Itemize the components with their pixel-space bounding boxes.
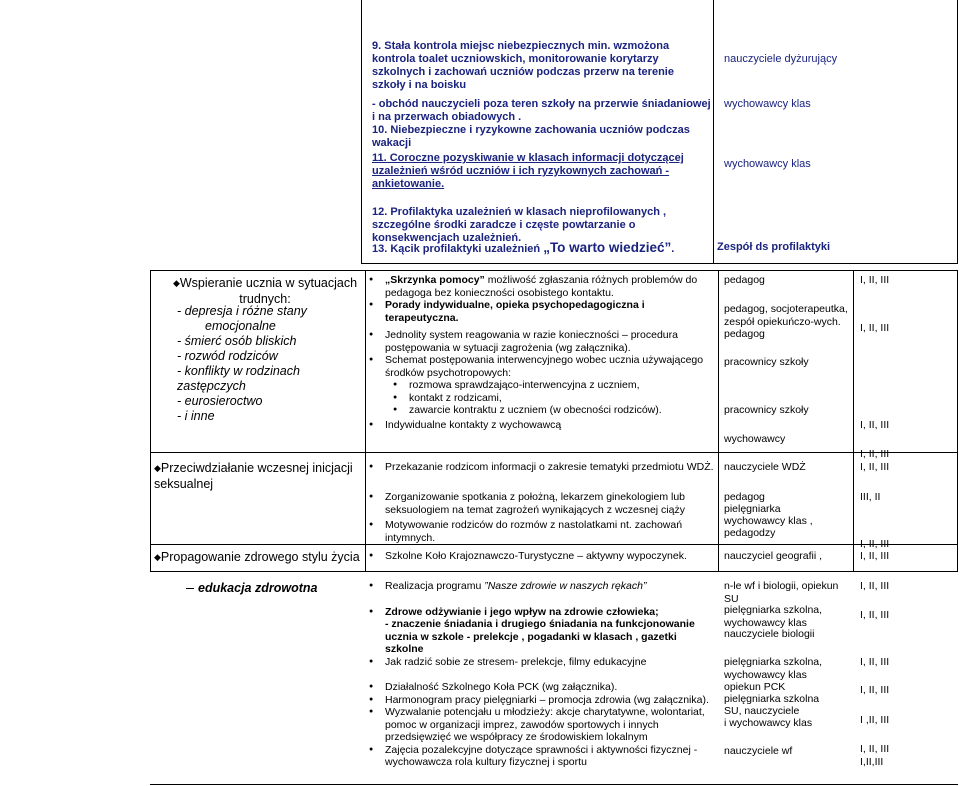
list-item: ● Wyzwalanie potencjału u młodzieży: akcje charytatywne, wolontariat, pomoc w organizacji imprez, zawodów sportowych i innych przedsięwzięć we współpracy ze środowiskiem lokalnym [367,706,717,744]
resp-cell: nauczyciele biologii [724,628,815,640]
term-cell: I, II, III [860,322,890,334]
wspieranie-list [177,304,365,424]
wspieranie-item: - śmierć osób bliskich [177,334,297,348]
list-item: ● Jak radzić sobie ze stresem- prelekcje, filmy edukacyjne [367,656,717,669]
resp-10: wychowawcy klas [724,98,811,110]
term-cell: I, II, III [860,550,890,562]
resp-cell: pracownicy szkoły [724,404,809,416]
term-cell: I, II, III [860,274,890,286]
wspieranie-item: - eurosieroctwo [177,394,263,408]
section-wspieranie [367,274,717,324]
term-cell: I, II, III [860,419,890,431]
term-cell: I, II, III [860,580,890,592]
section-procedury [367,329,717,417]
resp-cell: pedagog [724,491,765,503]
term-cell: I,II,III [860,756,884,768]
top-border-right [957,0,958,263]
item-13: 13. Kącik profilaktyki uzależnień „To warto wiedzieć”. [372,240,675,255]
lower-border-left [150,270,151,572]
list-item: ● Schemat postępowania interwencyjnego wobec ucznia używającego środków psychotropowych: [367,354,717,379]
resp-cell: SU, nauczyciele [724,705,800,717]
resp-cell: n-le wf i biologii, opiekun SU [724,580,839,605]
term-cell: I, II, III [860,448,890,460]
wspieranie-item: emocjonalne [205,319,276,333]
list-item: ● Działalność Szkolnego Koła PCK (wg załącznika). [367,681,717,694]
row-divider-2 [150,544,958,545]
resp-9: nauczyciele dyżurujący [724,53,838,65]
item-11: 11. Coroczne pozyskiwanie w klasach informacji dotyczącej uzależnień wśród uczniów i ich ryzykownych zachowań - ankietowanie. [372,152,684,190]
obchod-text: - obchód nauczycieli poza teren szkoły na przerwie śniadaniowej i na przerwach obiadowych . [372,98,711,123]
term-cell: III, II [860,491,881,503]
lower-border-right [957,270,958,572]
list-item: ● Motywowanie rodziców do rozmów z nastolatkami nt. zachowań intymnych. [367,519,717,544]
resp-cell: pielęgniarka [724,503,781,515]
term-cell: I, II, III [860,461,890,473]
lower-border-bottom [150,784,958,785]
list-item: ● Indywidualne kontakty z wychowawcą [367,419,717,432]
term-cell: I, II, III [860,743,890,755]
resp-cell: wychowawcy [724,433,786,445]
list-item: ● Zajęcia pozalekcyjne dotyczące sprawności i aktywności fizycznej - wychowawcza rola kultury fizycznej i sportu [367,744,717,769]
sub-list-item: ● rozmowa sprawdzająco-interwencyjna z uczniem, [367,379,717,392]
wspieranie-item: - konflikty w rodzinach zastępczych [177,364,300,393]
resp-cell: pedagog [724,274,765,286]
top-border-bottom [361,263,958,264]
section-szkolne [367,550,717,563]
section-seksualnosc [367,491,717,544]
resp-cell: wychowawcy klas , [724,515,813,527]
term-cell: I, II, III [860,609,890,621]
item-9: 9. Stała kontrola miejsc niebezpiecznych min. wzmożona kontrola toalet uczniowskich, monitorowanie korytarzy szkolnych i zachowań uczniów podczas przerw na terenie szkoły i na boisku [372,40,674,91]
wspieranie-title: ◆Wspieranie ucznia w sytuacjach trudnych: [172,276,358,306]
list-item: ● Zorganizowanie spotkania z położną, lekarzem ginekologiem lub seksuologiem na temat zagrożeń wynikających z wczesnej ciąży [367,491,717,516]
resp-cell: pedagog, socjoterapeutka, zespół opiekuńczo-wych. [724,303,848,328]
resp-cell: pedagog [724,328,765,340]
przeciwdzialanie: ◆Przeciwdziałanie wczesnej inicjacji seksualnej [154,461,353,491]
resp-cell: pielęgniarka szkolna, wychowawcy klas [724,604,823,629]
wspieranie-item: - i inne [177,409,215,423]
resp-cell: nauczyciele wf [724,745,793,757]
resp-cell: i wychowawcy klas [724,717,813,729]
row-divider-1 [150,452,958,453]
resp-cell: opiekun PCK [724,681,786,693]
resp-cell: nauczyciele WDŻ [724,461,806,473]
list-item: ● „Skrzynka pomocy” możliwość zgłaszania różnych problemów do pedagoga bez konieczności osobistego kontaktu. [367,274,717,299]
list-item: ● Zdrowe odżywianie i jego wpływ na zdrowie człowieka; - znaczenie śniadania i drugiego śniadania na funkcjonowanie ucznia w szkole - prelekcje , pogadanki w klasach , gazetki szkolne [367,606,717,656]
term-cell: I, II, III [860,684,890,696]
resp-11: wychowawcy klas [724,158,811,170]
section-przekazanie [367,461,717,474]
wspieranie-item: - rozwód rodziców [177,349,278,363]
top-border-left [361,0,362,263]
edukacja-zdrowotna: edukacja zdrowotna [186,581,336,596]
list-item: ● Szkolne Koło Krajoznawczo-Turystyczne – aktywny wypoczynek. [367,550,717,563]
resp-cell: pielęgniarka szkolna [724,693,820,705]
top-border-mid [713,0,714,263]
resp-cell: pedagodzy [724,527,776,539]
lower-border-top [150,270,958,271]
resp-13: Zespół ds profilaktyki [717,241,831,253]
list-item: ● Porady indywidualne, opieka psychopedagogiczna i terapeutyczna. [367,299,717,324]
wspieranie-item: - depresja i różne stany [177,304,307,318]
row-divider-3 [150,571,958,572]
term-cell: I ,II, III [860,714,890,726]
term-cell: I, II, III [860,656,890,668]
propagowanie: ◆Propagowanie zdrowego stylu życia [154,550,360,564]
sub-list-item: ● zawarcie kontraktu z uczniem (w obecności rodziców). [367,404,717,417]
section-indywidualne [367,419,717,432]
resp-cell: pracownicy szkoły [724,356,809,368]
item-12: 12. Profilaktyka uzależnień w klasach nieprofilowanych , szczególne środki zaradcze i częste powtarzanie o konsekwencjach uzależnień. [372,206,667,244]
resp-cell: pielęgniarka szkolna, wychowawcy klas [724,656,823,681]
lower-border-col1 [365,270,366,572]
section-edukacja [367,580,717,769]
sub-list-item: ● kontakt z rodzicami, [367,392,717,405]
list-item: ● Jednolity system reagowania w razie konieczności – procedura postępowania w sytuacji zagrożenia (wg załącznika). [367,329,717,354]
resp-cell: nauczyciel geografii , [724,550,823,562]
item-10: 10. Niebezpieczne i ryzykowne zachowania uczniów podczas wakacji [372,124,690,149]
list-item: ● Harmonogram pracy pielęgniarki – promocja zdrowia (wg załącznika). [367,694,717,707]
lower-border-col2 [718,270,719,572]
list-item: ● Przekazanie rodzicom informacji o zakresie tematyki przedmiotu WDŻ. [367,461,717,474]
term-cell: I, II, III [860,538,890,550]
list-item: ● Realizacja programu ”Nasze zdrowie w naszych rękach” [367,580,717,593]
